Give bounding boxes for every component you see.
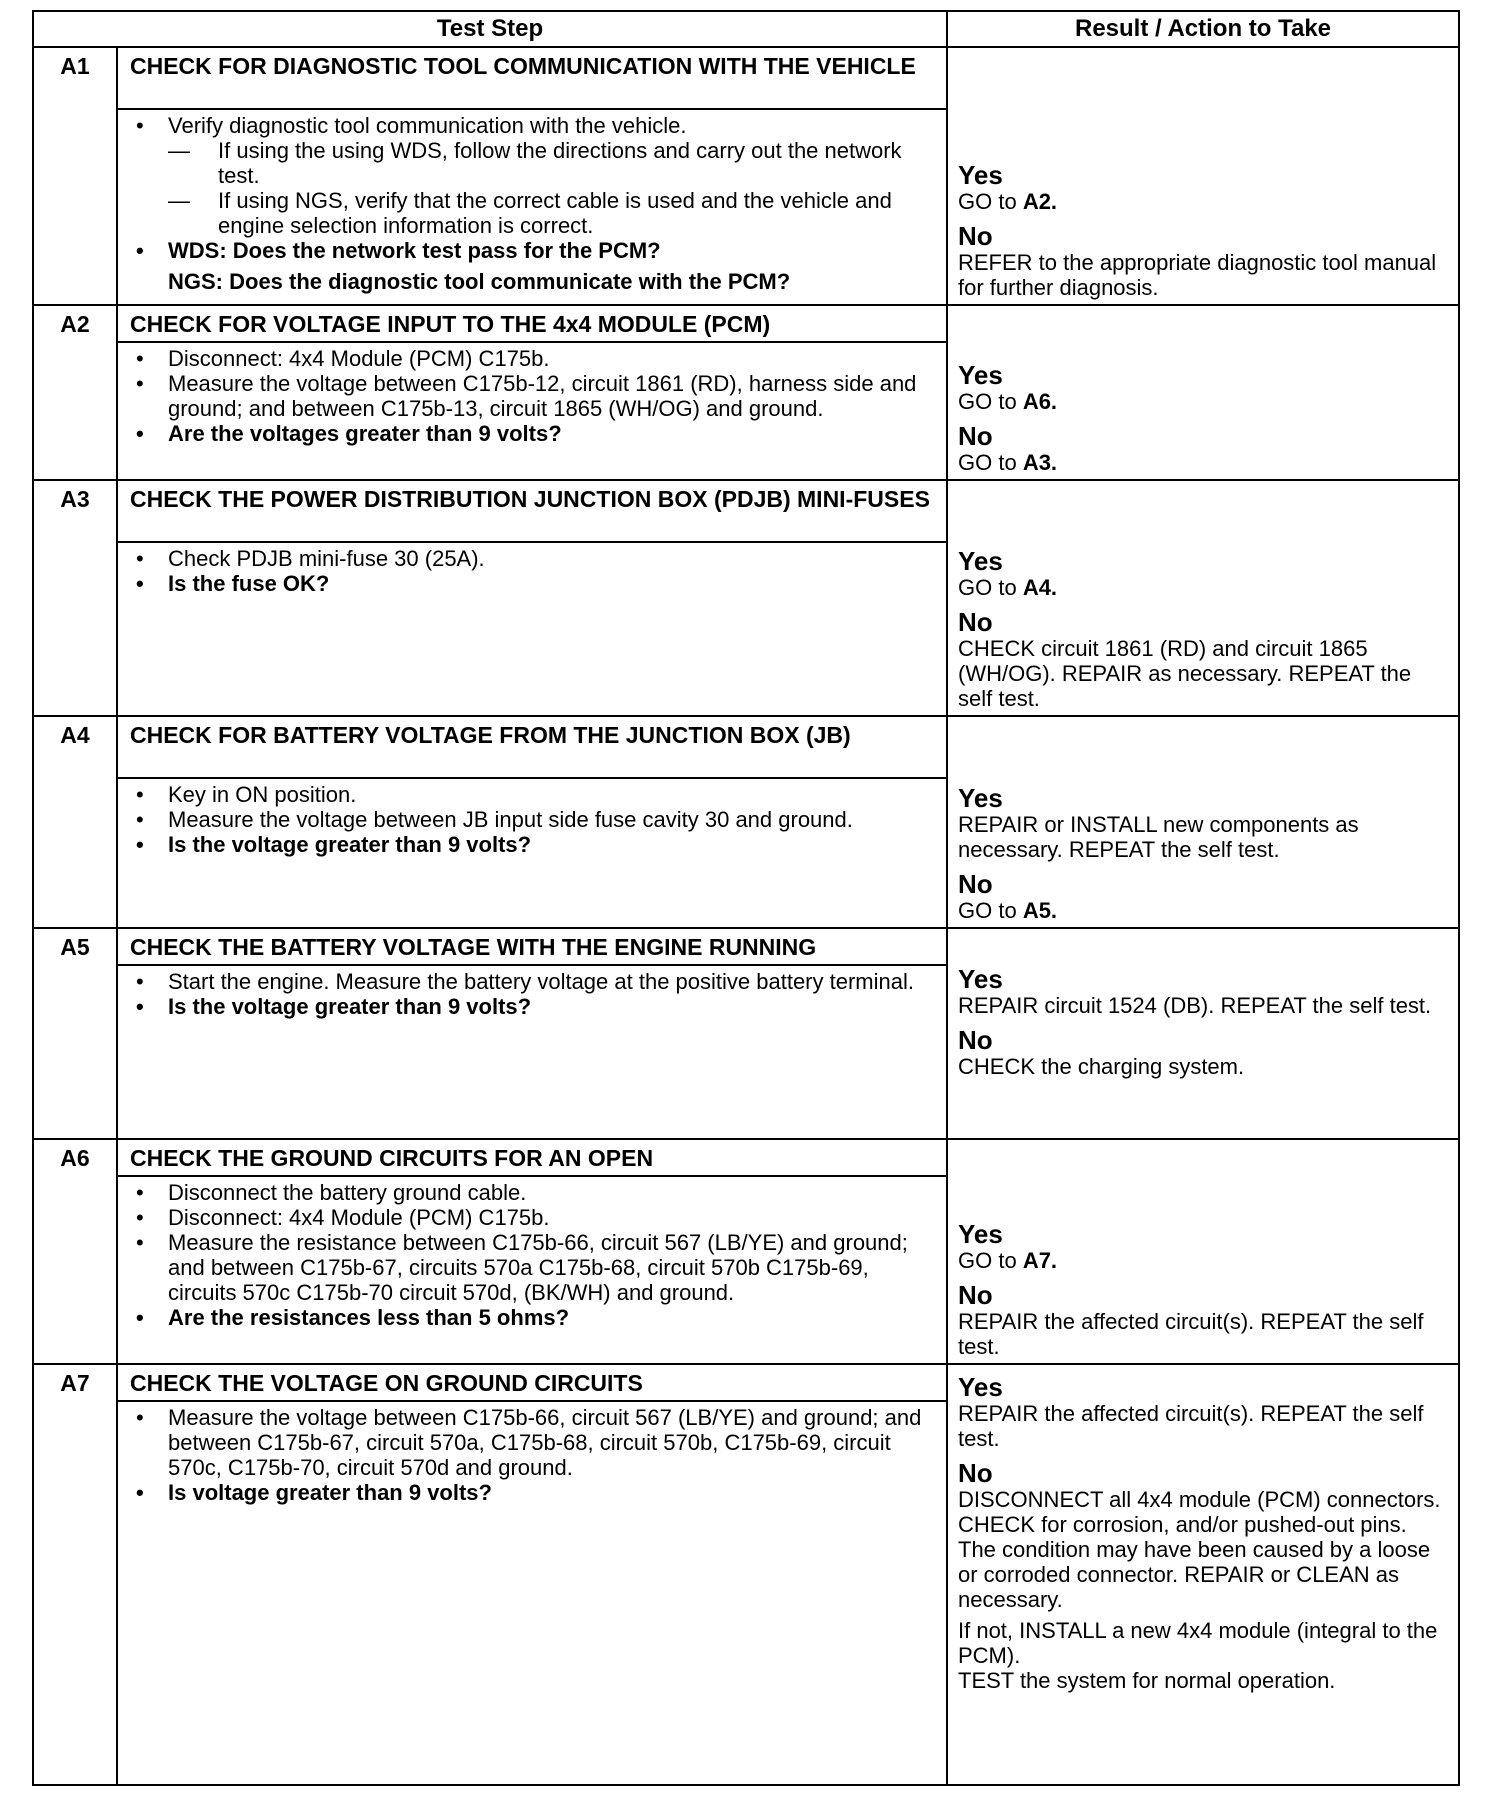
no-action-test: TEST the system for normal operation. <box>958 1668 1336 1693</box>
yes-action: REPAIR the affected circuit(s). REPEAT the self test. <box>958 1401 1424 1451</box>
step-instruction: • Start the engine. Measure the battery voltage at the positive battery terminal. <box>130 969 936 994</box>
step-instruction: • Disconnect: 4x4 Module (PCM) C175b. <box>130 1205 936 1230</box>
no-action: CHECK the charging system. <box>958 1054 1245 1079</box>
step-ref: A3. <box>1022 450 1058 475</box>
step-body <box>117 965 947 1139</box>
step-question: • Is the voltage greater than 9 volts? <box>130 832 936 857</box>
step-instruction: • Measure the resistance between C175b-66, circuit 567 (LB/YE) and ground; and between C175b-67, circuits 570a C175b-68, circuit 570b C175b-69, circuits 570c C175b-70 circuit 570d, (BK/WH) and ground. <box>130 1230 936 1305</box>
step-ref: A2. <box>1022 189 1058 214</box>
yes-label: Yes <box>958 783 1003 813</box>
no-action: DISCONNECT all 4x4 module (PCM) connectors. CHECK for corrosion, and/or pushed-out pins. The condition may have been caused by a loose or corroded connector. REPAIR or CLEAN as necessary. <box>958 1487 1441 1612</box>
step-question: • Are the voltages greater than 9 volts? <box>130 421 936 446</box>
step-ref: A6. <box>1022 389 1058 414</box>
no-label: No <box>958 221 993 251</box>
no-action: REFER to the appropriate diagnostic tool manual for further diagnosis. <box>958 250 1437 300</box>
step-title-row <box>33 716 1459 778</box>
step-instruction: • Check PDJB mini-fuse 30 (25A). <box>130 546 936 571</box>
header-result-action: Result / Action to Take <box>947 11 1459 47</box>
step-ref: A4. <box>1022 575 1058 600</box>
yes-label: Yes <box>958 1219 1003 1249</box>
step-id: A5 <box>33 928 117 1139</box>
step-result <box>947 47 1459 305</box>
step-question: • Is the voltage greater than 9 volts? <box>130 994 936 1019</box>
step-result <box>947 305 1459 480</box>
yes-label: Yes <box>958 360 1003 390</box>
step-title: CHECK THE VOLTAGE ON GROUND CIRCUITS <box>117 1364 947 1401</box>
step-body <box>117 109 947 305</box>
step-body <box>117 342 947 480</box>
no-label: No <box>958 607 993 637</box>
no-label: No <box>958 1025 993 1055</box>
no-label: No <box>958 1280 993 1310</box>
yes-label: Yes <box>958 546 1003 576</box>
step-result <box>947 716 1459 928</box>
yes-label: Yes <box>958 160 1003 190</box>
yes-action: GO to A7. <box>958 1248 1058 1273</box>
yes-action: REPAIR or INSTALL new components as necessary. REPEAT the self test. <box>958 812 1359 862</box>
step-body <box>117 1401 947 1785</box>
no-action: GO to A3. <box>958 450 1058 475</box>
step-instruction: • Disconnect: 4x4 Module (PCM) C175b. <box>130 346 936 371</box>
step-id: A7 <box>33 1364 117 1785</box>
step-ref: A7. <box>1022 1248 1058 1273</box>
step-question: • Are the resistances less than 5 ohms? <box>130 1305 936 1330</box>
step-instruction: • Measure the voltage between JB input side fuse cavity 30 and ground. <box>130 807 936 832</box>
header-test-step: Test Step <box>33 11 947 47</box>
yes-label: Yes <box>958 1372 1003 1402</box>
step-instruction: • Disconnect the battery ground cable. <box>130 1180 936 1205</box>
step-title: CHECK FOR DIAGNOSTIC TOOL COMMUNICATION WITH THE VEHICLE <box>117 47 947 109</box>
step-body <box>117 1176 947 1364</box>
step-id: A3 <box>33 480 117 716</box>
step-result <box>947 480 1459 716</box>
step-title-row <box>33 480 1459 542</box>
diagnostic-table-sheet <box>32 10 1458 1782</box>
no-action: GO to A5. <box>958 898 1058 923</box>
step-title: CHECK THE BATTERY VOLTAGE WITH THE ENGINE RUNNING <box>117 928 947 965</box>
step-title: CHECK FOR BATTERY VOLTAGE FROM THE JUNCTION BOX (JB) <box>117 716 947 778</box>
step-instruction: • Measure the voltage between C175b-66, circuit 567 (LB/YE) and ground; and between C175b-67, circuit 570a, C175b-68, circuit 570b, C175b-69, circuit 570c, C175b-70, circuit 570d and ground. <box>130 1405 936 1480</box>
step-result <box>947 1364 1459 1785</box>
step-title-row <box>33 47 1459 109</box>
no-action-followup: If not, INSTALL a new 4x4 module (integral to the PCM). <box>958 1618 1438 1668</box>
step-body <box>117 542 947 716</box>
step-body <box>117 778 947 928</box>
no-action: REPAIR the affected circuit(s). REPEAT the self test. <box>958 1309 1424 1359</box>
step-id: A2 <box>33 305 117 480</box>
step-result <box>947 928 1459 1139</box>
step-instruction: • Key in ON position. <box>130 782 936 807</box>
yes-action: REPAIR circuit 1524 (DB). REPEAT the self test. <box>958 993 1432 1018</box>
header-row <box>33 11 1459 47</box>
step-question: • WDS: Does the network test pass for the PCM? <box>130 238 936 263</box>
yes-action: GO to A6. <box>958 389 1058 414</box>
step-title-row <box>33 928 1459 965</box>
step-title: CHECK FOR VOLTAGE INPUT TO THE 4x4 MODULE (PCM) <box>117 305 947 342</box>
step-result <box>947 1139 1459 1364</box>
no-label: No <box>958 421 993 451</box>
step-title: CHECK THE POWER DISTRIBUTION JUNCTION BOX (PDJB) MINI-FUSES <box>117 480 947 542</box>
no-action: CHECK circuit 1861 (RD) and circuit 1865 (WH/OG). REPAIR as necessary. REPEAT the self test. <box>958 636 1412 711</box>
yes-label: Yes <box>958 964 1003 994</box>
step-id: A6 <box>33 1139 117 1364</box>
no-label: No <box>958 869 993 899</box>
step-instruction: • Verify diagnostic tool communication with the vehicle. <box>130 113 936 138</box>
step-title-row <box>33 305 1459 342</box>
step-sub-instruction: — If using the using WDS, follow the directions and carry out the network test. <box>130 138 936 188</box>
diagnostic-table <box>32 10 1460 1786</box>
step-id: A4 <box>33 716 117 928</box>
step-title-row <box>33 1139 1459 1176</box>
step-title-row <box>33 1364 1459 1401</box>
step-question: NGS: Does the diagnostic tool communicate with the PCM? <box>168 269 791 294</box>
step-title: CHECK THE GROUND CIRCUITS FOR AN OPEN <box>117 1139 947 1176</box>
step-id: A1 <box>33 47 117 305</box>
step-ref: A5. <box>1022 898 1058 923</box>
yes-action: GO to A2. <box>958 189 1058 214</box>
step-instruction: • Measure the voltage between C175b-12, circuit 1861 (RD), harness side and ground; and between C175b-13, circuit 1865 (WH/OG) and ground. <box>130 371 936 421</box>
step-sub-instruction: — If using NGS, verify that the correct cable is used and the vehicle and engine selection information is correct. <box>130 188 936 238</box>
step-question: • Is the fuse OK? <box>130 571 936 596</box>
yes-action: GO to A4. <box>958 575 1058 600</box>
no-label: No <box>958 1458 993 1488</box>
step-question: • Is voltage greater than 9 volts? <box>130 1480 936 1505</box>
